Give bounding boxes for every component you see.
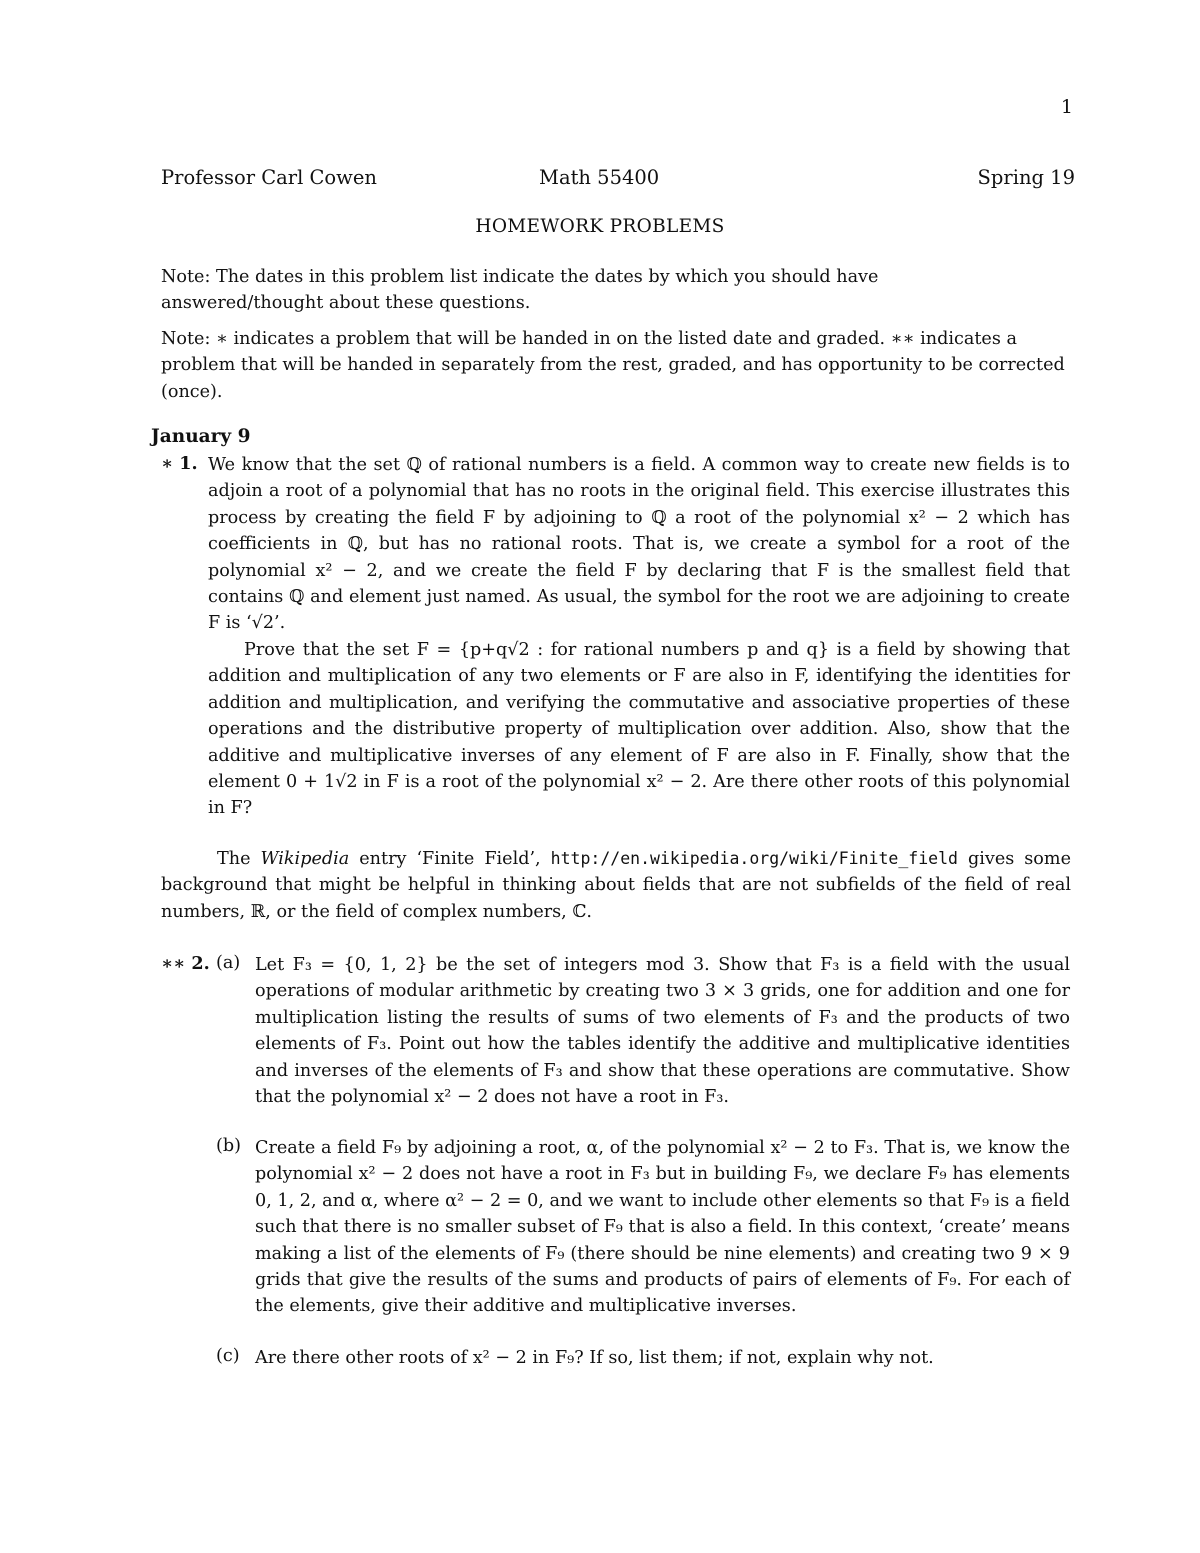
part-a-text: Let F₃ = {0, 1, 2} be the set of integers mod 3. Show that F₃ is a field with the usual operations of modular arithmetic by creating two 3 × 3 grids, one for addition and one for multiplication listing the results of sums of two elements of F₃ and the products of two elements of F₃. Point out how the tables identify the additive and multiplicative identities and inverses of the elements of F₃ and show that these operations are commutative. Show that the polynomial x² − 2 does not have a root in F₃. bbox=[255, 955, 1070, 1108]
note-asterisks: Note: ∗ indicates a problem that will be handed in on the listed date and graded. ∗∗ indicates a problem that will be handed in separately from the rest, graded, and has opportunity to be corrected (once). bbox=[161, 329, 1065, 402]
page-number: 1 bbox=[1060, 96, 1073, 118]
note-dates: Note: The dates in this problem list indicate the dates by which you should have answered/thought about these questions. bbox=[161, 267, 879, 314]
problem-2-number: ∗∗ 2. bbox=[161, 953, 210, 974]
professor-name: Professor Carl Cowen bbox=[161, 166, 377, 189]
wiki-source: Wikipedia bbox=[260, 849, 350, 869]
part-b-text: Create a field F₉ by adjoining a root, α, of the polynomial x² − 2 to F₃. That is, we know the polynomial x² − 2 does not have a root in F₃ but in building F₉, we declare F₉ has elements 0, 1, 2, and α, where α² − 2 = 0, and we want to include other elements so that F₉ is a field such that there is no smaller subset of F₉ that is also a field. In this context, ‘create’ means making a list of the elements of F₉ (there should be nine elements) and creating two 9 × 9 grids that give the results of the sums and products of pairs of elements of F₉. For each of the elements, give their additive and multiplicative inverses. bbox=[255, 1138, 1070, 1317]
wiki-note-before: The bbox=[217, 849, 261, 869]
part-b-label: (b) bbox=[216, 1136, 241, 1156]
problem-1-prove: Prove that the set F = {p+q√2 : for rational numbers p and q} is a field by showing that addition and multiplication of any two elements or F are also in F, identifying the identities for addition and multiplication, and verifying the commutative and associative properties of these operations and the distributive property of multiplication over addition. Also, show that the additive and multiplicative inverses of any element of F are also in F. Finally, show that the element 0 + 1√2 in F is a root of the polynomial x² − 2. Are there other roots of this polynomial in F? bbox=[208, 640, 1070, 819]
wiki-note-after: gives some background that might be helpful in thinking about fields that are not subfields of the field of real numbers, ℝ, or the field of complex numbers, ℂ. bbox=[161, 849, 1071, 922]
page-title: HOMEWORK PROBLEMS bbox=[475, 216, 725, 237]
part-c-text: Are there other roots of x² − 2 in F₉? If so, list them; if not, explain why not. bbox=[255, 1348, 934, 1368]
wiki-url-link[interactable]: http://en.wikipedia.org/wiki/Finite_field bbox=[550, 849, 958, 868]
part-a-label: (a) bbox=[216, 953, 241, 973]
wikipedia-note bbox=[161, 846, 1071, 925]
term: Spring 19 bbox=[977, 166, 1075, 189]
wiki-note-middle: entry ‘Finite Field’, bbox=[349, 849, 551, 869]
course-number: Math 55400 bbox=[539, 166, 660, 189]
problem-1-intro: We know that the set ℚ of rational numbers is a field. A common way to create new fields is to adjoin a root of a polynomial that has no roots in the original field. This exercise illustrates this process by creating the field F by adjoining to ℚ a root of the polynomial x² − 2 which has coefficients in ℚ, but has no rational roots. That is, we create a symbol for a root of the polynomial x² − 2, and we create the field F by declaring that F is the smallest field that contains ℚ and element just named. As usual, the symbol for the root we are adjoining to create F is ‘√2’. bbox=[208, 455, 1070, 634]
part-c-label: (c) bbox=[216, 1346, 240, 1366]
problem-1-number: ∗ 1. bbox=[161, 453, 198, 474]
section-date: January 9 bbox=[151, 426, 251, 447]
